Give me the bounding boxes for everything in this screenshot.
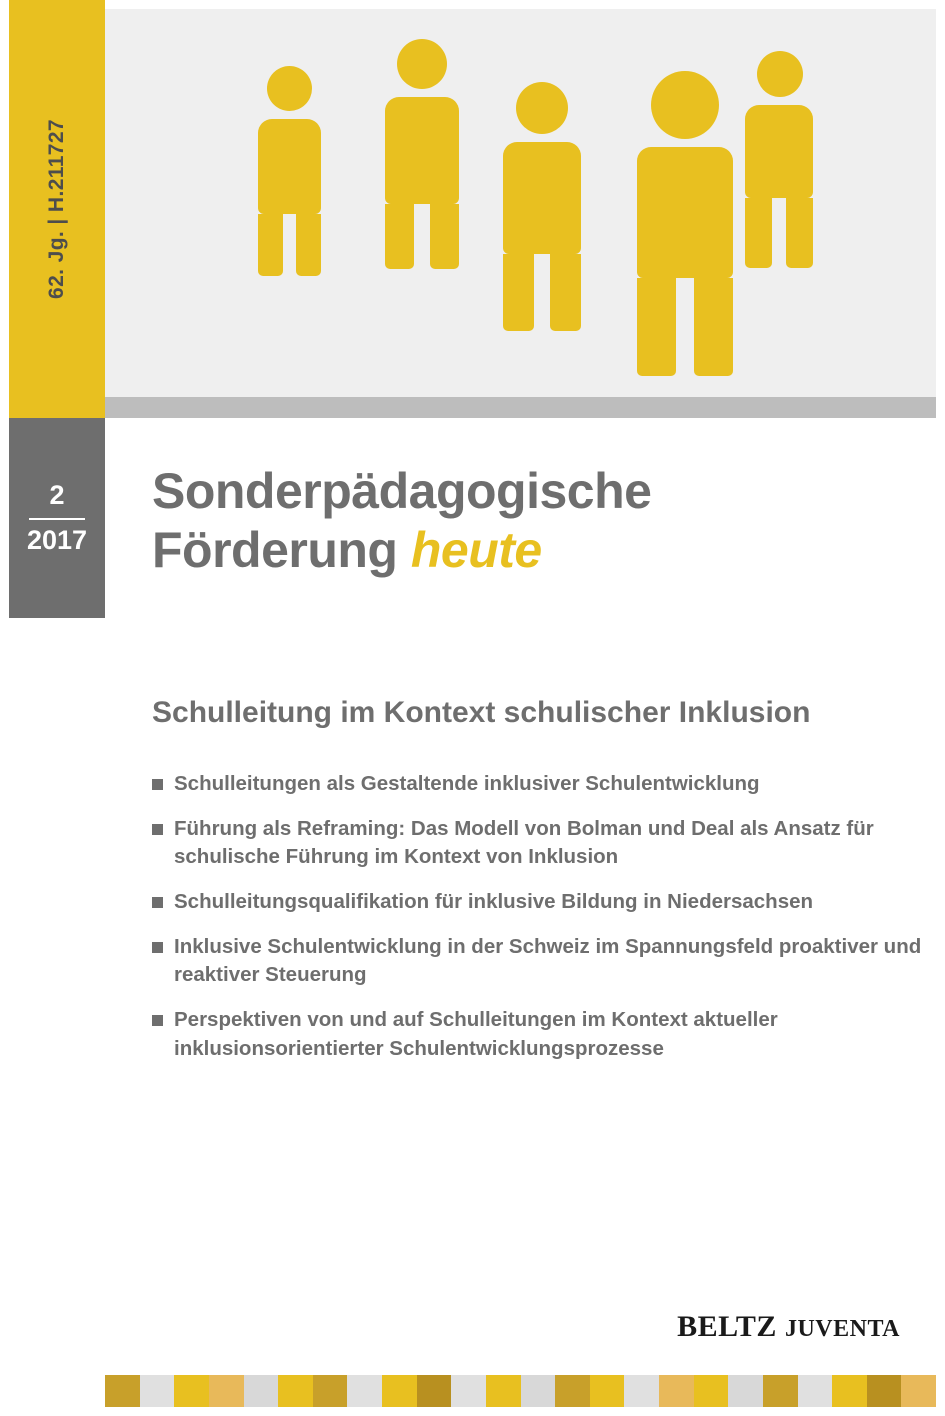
contents-entry-text: Führung als Reframing: Das Modell von Bolman und Deal als Ansatz für schulische Führung im Kontext von Inklusion: [174, 817, 874, 869]
illustration-floor-band: [105, 397, 936, 418]
contents-entry-text: Inklusive Schulentwicklung in der Schweiz im Spannungsfeld proaktiver und reaktiver Steuerung: [174, 935, 922, 987]
strip-swatch: [867, 1375, 902, 1407]
strip-swatch: [901, 1375, 936, 1407]
strip-swatch: [590, 1375, 625, 1407]
square-bullet-icon: [152, 897, 163, 908]
strip-swatch: [347, 1375, 382, 1407]
person-torso-icon: [385, 97, 459, 204]
strip-swatch: [763, 1375, 798, 1407]
strip-swatch: [244, 1375, 279, 1407]
strip-swatch: [624, 1375, 659, 1407]
strip-swatch: [209, 1375, 244, 1407]
person-leg-right-icon: [694, 278, 733, 376]
strip-swatch: [798, 1375, 833, 1407]
list-item: [152, 1006, 927, 1062]
square-bullet-icon: [152, 824, 163, 835]
journal-title-line2-main: Förderung: [152, 522, 398, 578]
journal-masthead: [152, 462, 932, 580]
person-leg-left-icon: [745, 198, 772, 268]
strip-swatch: [451, 1375, 486, 1407]
strip-swatch: [417, 1375, 452, 1407]
publisher-name-secondary: JUVENTA: [784, 1316, 900, 1342]
spine-divider: [29, 518, 85, 520]
strip-swatch: [694, 1375, 729, 1407]
spine-volume-text: 62. Jg. | H.211727: [45, 118, 68, 300]
person-head-icon: [757, 51, 803, 97]
person-torso-icon: [258, 119, 321, 214]
person-leg-left-icon: [637, 278, 676, 376]
cover-illustration: [105, 9, 936, 397]
person-head-icon: [267, 66, 312, 111]
list-item: [152, 933, 927, 989]
publisher-logo: [677, 1310, 900, 1344]
person-torso-icon: [637, 147, 733, 278]
spine-volume-label: [9, 0, 105, 418]
spine-issue-block: [9, 418, 105, 618]
strip-swatch: [382, 1375, 417, 1407]
contents-entry-text: Schulleitungsqualifikation für inklusive Bildung in Niedersachsen: [174, 890, 814, 914]
person-head-icon: [397, 39, 447, 89]
person-head-icon: [651, 71, 719, 139]
person-leg-left-icon: [385, 204, 414, 269]
square-bullet-icon: [152, 942, 163, 953]
strip-swatch: [521, 1375, 556, 1407]
person-torso-icon: [745, 105, 813, 198]
square-bullet-icon: [152, 779, 163, 790]
contents-entry-text: Perspektiven von und auf Schulleitungen im Kontext aktueller inklusionsorientierter Schulentwicklungsprozesse: [174, 1008, 778, 1060]
strip-swatch: [486, 1375, 521, 1407]
person-leg-right-icon: [550, 254, 581, 331]
journal-title-line1: Sonderpädagogische: [152, 463, 652, 519]
strip-swatch: [105, 1375, 140, 1407]
strip-swatch: [728, 1375, 763, 1407]
person-head-icon: [516, 82, 568, 134]
strip-swatch: [555, 1375, 590, 1407]
person-leg-left-icon: [258, 214, 283, 276]
list-item: [152, 815, 927, 871]
list-item: [152, 888, 927, 916]
person-torso-icon: [503, 142, 581, 254]
strip-swatch: [313, 1375, 348, 1407]
journal-title-line2: [152, 521, 932, 580]
list-item: [152, 770, 927, 798]
strip-swatch: [174, 1375, 209, 1407]
contents-list: [152, 770, 927, 1080]
issue-theme-title: Schulleitung im Kontext schulischer Inklusion: [152, 696, 811, 729]
bottom-color-strip: [105, 1375, 936, 1407]
strip-swatch: [140, 1375, 175, 1407]
issue-number: 2: [49, 479, 65, 510]
person-leg-right-icon: [786, 198, 813, 268]
person-leg-left-icon: [503, 254, 534, 331]
strip-swatch: [659, 1375, 694, 1407]
person-leg-right-icon: [296, 214, 321, 276]
publisher-name-primary: BELTZ: [677, 1310, 777, 1343]
issue-year: 2017: [26, 524, 88, 555]
person-leg-right-icon: [430, 204, 459, 269]
strip-swatch: [278, 1375, 313, 1407]
journal-title-accent: heute: [410, 522, 542, 578]
contents-entry-text: Schulleitungen als Gestaltende inklusiver Schulentwicklung: [174, 772, 760, 795]
strip-swatch: [832, 1375, 867, 1407]
square-bullet-icon: [152, 1015, 163, 1026]
